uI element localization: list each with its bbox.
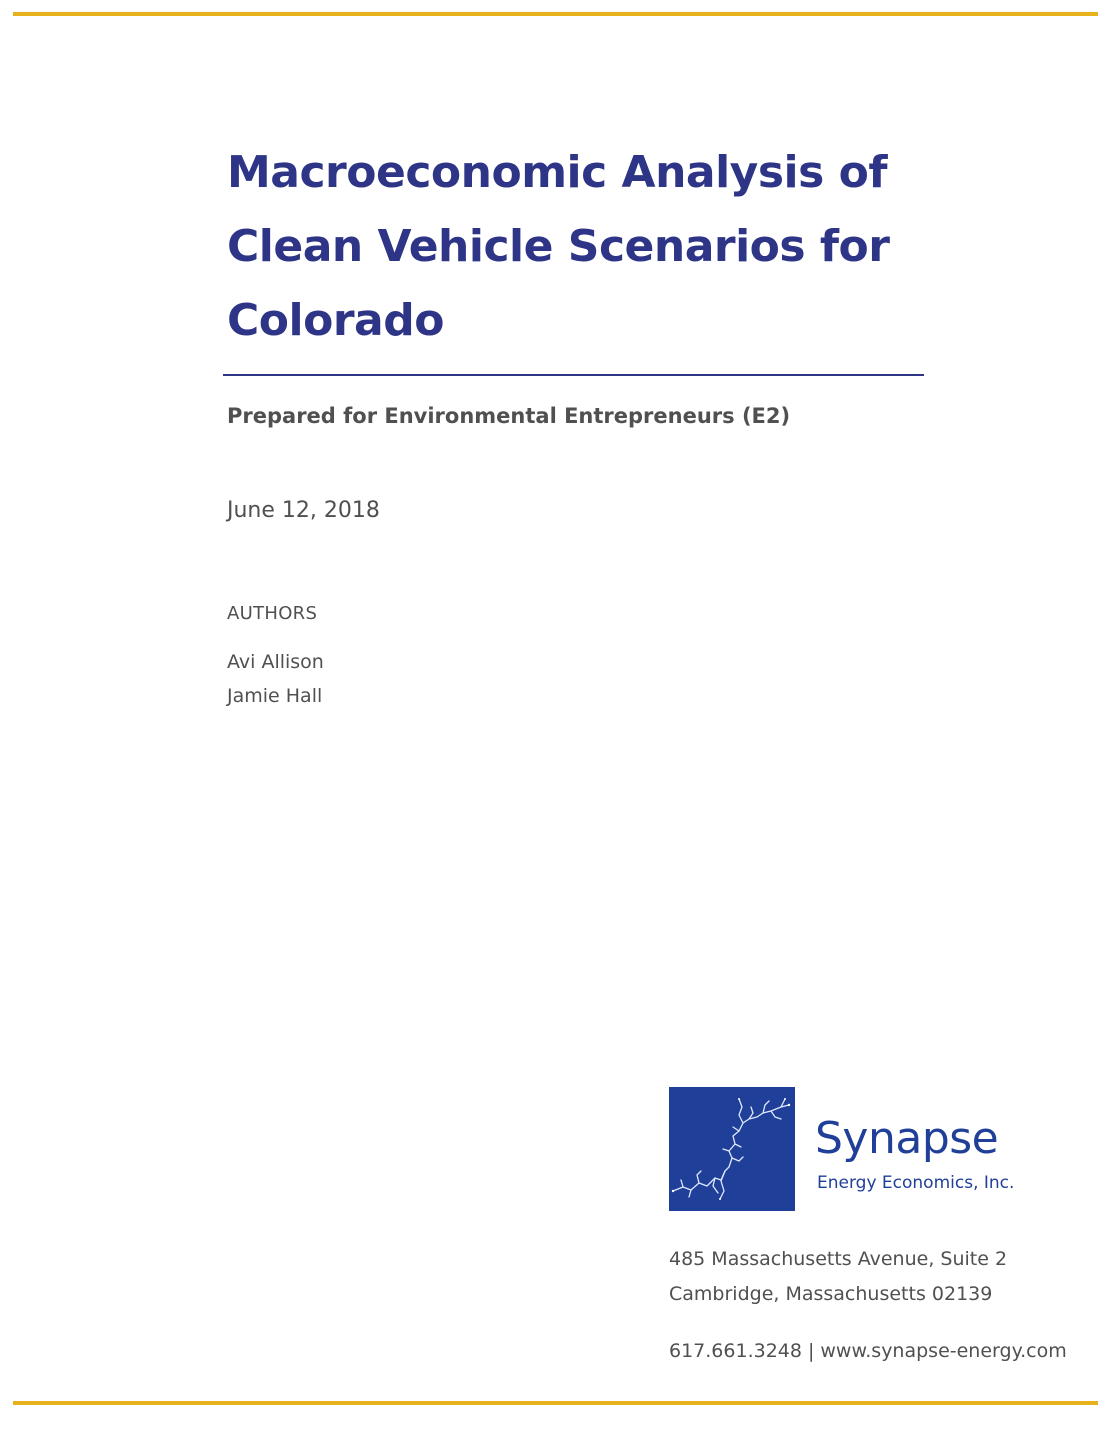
title-line-3: Colorado [227,295,444,346]
bottom-accent-rule [13,1401,1098,1405]
synapse-lightning-mark [669,1087,795,1211]
address-line-2: Cambridge, Massachusetts 02139 [669,1283,993,1305]
phone-number: 617.661.3248 [669,1340,802,1362]
contact-separator: | [807,1340,815,1362]
title-underline-rule [223,374,924,376]
prepared-for: Prepared for Environmental Entrepreneurs (E2) [227,404,791,428]
contact-line [669,1340,1067,1362]
title-line-2: Clean Vehicle Scenarios for [227,221,890,272]
author-name: Avi Allison [227,651,324,673]
document-title [227,136,927,358]
address-line-1: 485 Massachusetts Avenue, Suite 2 [669,1248,1008,1270]
synapse-logo-icon [669,1087,795,1211]
top-accent-rule [13,12,1098,16]
logo-wordmark: Synapse [815,1113,999,1164]
authors-heading: AUTHORS [227,603,318,624]
publication-date: June 12, 2018 [227,498,380,523]
logo-tagline: Energy Economics, Inc. [817,1173,1015,1193]
title-line-1: Macroeconomic Analysis of [227,147,888,198]
author-name: Jamie Hall [227,685,323,707]
website-link[interactable]: www.synapse-energy.com [820,1340,1067,1362]
